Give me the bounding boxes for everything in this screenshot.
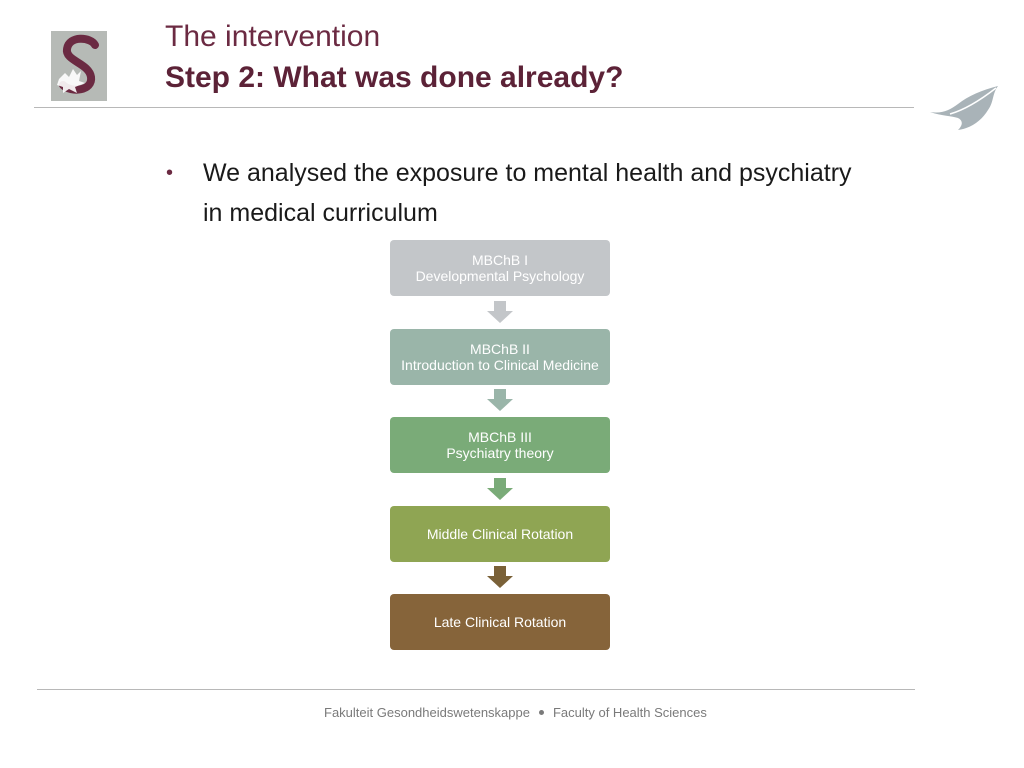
flow-box-title: MBChB I	[471, 252, 528, 268]
page-title: The intervention	[165, 20, 381, 53]
bullet-marker: •	[166, 162, 174, 184]
footer-faculty-english: Faculty of Health Sciences	[552, 705, 707, 720]
bullet-text	[203, 153, 903, 233]
footer-faculty-afrikaans: Fakulteit Gesondheidswetenskappe	[324, 705, 530, 720]
flow-box-title: MBChB II	[470, 341, 530, 357]
page-subtitle: Step 2: What was done already?	[165, 61, 624, 94]
down-arrow-icon	[487, 389, 513, 411]
university-logo-icon	[51, 31, 107, 101]
down-arrow-icon	[487, 478, 513, 500]
bullet-line-1: We analysed the exposure to mental health and psychiatry	[203, 159, 852, 187]
flow-box-mbchb-2	[390, 329, 610, 385]
flow-box-late-rotation	[390, 594, 610, 650]
flow-box-title: MBChB III	[468, 429, 532, 445]
flow-box-subtitle: Psychiatry theory	[446, 445, 554, 461]
bullet-line-2: in medical curriculum	[203, 199, 438, 227]
flow-box-mbchb-1	[390, 240, 610, 296]
down-arrow-icon	[487, 301, 513, 323]
down-arrow-icon	[487, 566, 513, 588]
feather-icon	[928, 84, 1002, 136]
flow-box-mbchb-3	[390, 417, 610, 473]
flow-box-subtitle: Introduction to Clinical Medicine	[401, 357, 599, 373]
footer-divider	[37, 689, 915, 690]
flow-box-title: Late Clinical Rotation	[433, 614, 567, 630]
footer-separator-dot	[539, 710, 544, 715]
flow-box-title: Middle Clinical Rotation	[426, 526, 574, 542]
flow-box-subtitle: Developmental Psychology	[415, 268, 585, 284]
flow-box-middle-rotation	[390, 506, 610, 562]
header-divider	[34, 107, 914, 108]
